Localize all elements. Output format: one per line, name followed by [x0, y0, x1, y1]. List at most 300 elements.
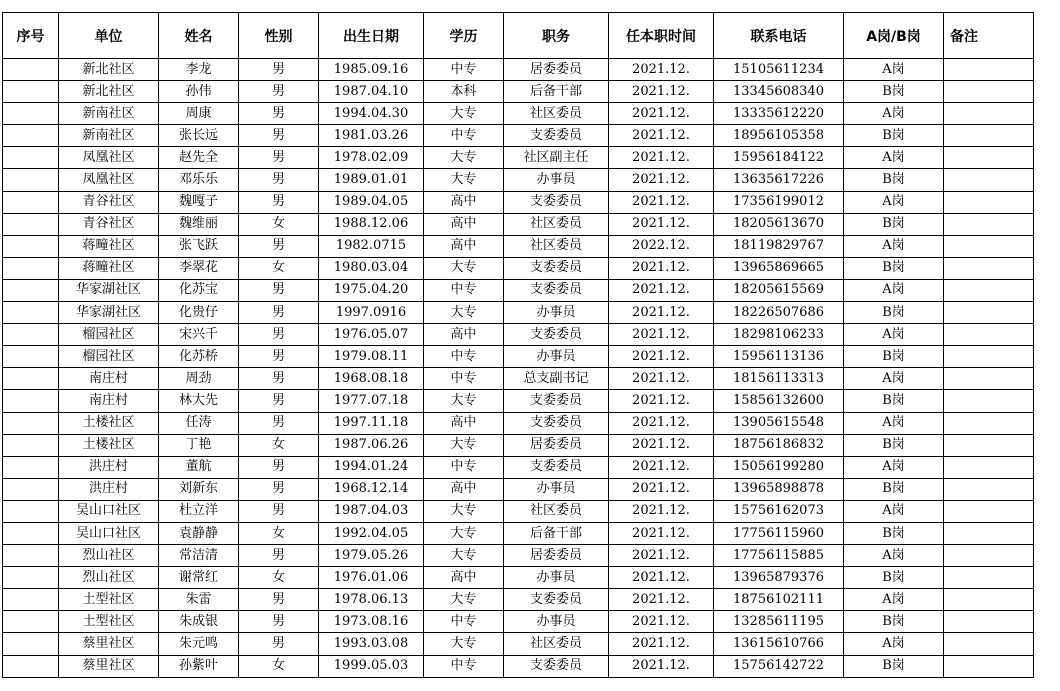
cell-index	[3, 213, 59, 235]
cell-phone: 17756115960	[714, 522, 844, 544]
cell-index	[3, 125, 59, 147]
table-row	[3, 324, 1034, 346]
col-header-gender: 性别	[239, 13, 319, 59]
cell-phone: 13615610766	[714, 633, 844, 655]
cell-name: 李翠花	[159, 257, 239, 279]
cell-education: 高中	[424, 567, 504, 589]
cell-tenure: 2021.12.	[609, 412, 714, 434]
cell-index	[3, 81, 59, 103]
cell-unit: 榴园社区	[59, 346, 159, 368]
cell-remarks	[944, 324, 1034, 346]
cell-unit: 蒋疃社区	[59, 235, 159, 257]
cell-index	[3, 103, 59, 125]
cell-remarks	[944, 478, 1034, 500]
cell-tenure: 2021.12.	[609, 633, 714, 655]
cell-education: 高中	[424, 412, 504, 434]
cell-phone: 15956184122	[714, 147, 844, 169]
cell-position: 总支副书记	[504, 368, 609, 390]
col-header-index: 序号	[3, 13, 59, 59]
cell-post-type: B岗	[844, 213, 944, 235]
cell-unit: 土型社区	[59, 611, 159, 633]
cell-phone: 15756142722	[714, 655, 844, 677]
cell-post-type: B岗	[844, 611, 944, 633]
cell-post-type: B岗	[844, 81, 944, 103]
cell-name: 袁静静	[159, 522, 239, 544]
cell-remarks	[944, 81, 1034, 103]
cell-education: 中专	[424, 59, 504, 81]
cell-post-type: B岗	[844, 169, 944, 191]
cell-education: 中专	[424, 611, 504, 633]
cell-tenure: 2021.12.	[609, 279, 714, 301]
cell-position: 社区委员	[504, 235, 609, 257]
cell-phone: 13635617226	[714, 169, 844, 191]
cell-remarks	[944, 346, 1034, 368]
table-row	[3, 545, 1034, 567]
cell-index	[3, 589, 59, 611]
cell-birthdate: 1987.04.10	[319, 81, 424, 103]
cell-tenure: 2021.12.	[609, 169, 714, 191]
col-header-name: 姓名	[159, 13, 239, 59]
cell-tenure: 2021.12.	[609, 456, 714, 478]
cell-gender: 男	[239, 633, 319, 655]
cell-gender: 男	[239, 125, 319, 147]
cell-name: 董航	[159, 456, 239, 478]
cell-unit: 吴山口社区	[59, 500, 159, 522]
cell-phone: 18205613670	[714, 213, 844, 235]
cell-position: 支委委员	[504, 324, 609, 346]
cell-birthdate: 1976.05.07	[319, 324, 424, 346]
cell-name: 任涛	[159, 412, 239, 434]
cell-tenure: 2021.12.	[609, 611, 714, 633]
cell-birthdate: 1975.04.20	[319, 279, 424, 301]
cell-index	[3, 655, 59, 677]
cell-education: 高中	[424, 213, 504, 235]
cell-education: 中专	[424, 655, 504, 677]
cell-birthdate: 1979.08.11	[319, 346, 424, 368]
cell-post-type: A岗	[844, 147, 944, 169]
cell-gender: 男	[239, 81, 319, 103]
table-row	[3, 611, 1034, 633]
cell-remarks	[944, 390, 1034, 412]
cell-unit: 南庄村	[59, 368, 159, 390]
table-body	[3, 59, 1034, 678]
cell-birthdate: 1994.01.24	[319, 456, 424, 478]
cell-birthdate: 1997.0916	[319, 302, 424, 324]
cell-birthdate: 1992.04.05	[319, 522, 424, 544]
cell-education: 高中	[424, 324, 504, 346]
cell-remarks	[944, 103, 1034, 125]
cell-index	[3, 147, 59, 169]
cell-birthdate: 1982.0715	[319, 235, 424, 257]
cell-phone: 15956113136	[714, 346, 844, 368]
cell-position: 居委委员	[504, 59, 609, 81]
cell-post-type: A岗	[844, 59, 944, 81]
col-header-position: 职务	[504, 13, 609, 59]
cell-post-type: B岗	[844, 346, 944, 368]
cell-tenure: 2021.12.	[609, 567, 714, 589]
cell-education: 大专	[424, 302, 504, 324]
cell-index	[3, 611, 59, 633]
cell-remarks	[944, 257, 1034, 279]
cell-birthdate: 1981.03.26	[319, 125, 424, 147]
cell-index	[3, 346, 59, 368]
cell-education: 大专	[424, 257, 504, 279]
cell-index	[3, 456, 59, 478]
cell-name: 魏维丽	[159, 213, 239, 235]
cell-education: 大专	[424, 147, 504, 169]
table-row	[3, 589, 1034, 611]
cell-education: 大专	[424, 633, 504, 655]
cell-unit: 新南社区	[59, 125, 159, 147]
cell-name: 周劲	[159, 368, 239, 390]
col-header-tenure: 任本职时间	[609, 13, 714, 59]
cell-position: 社区委员	[504, 103, 609, 125]
col-header-remarks: 备注	[944, 13, 1034, 59]
cell-gender: 女	[239, 213, 319, 235]
cell-gender: 男	[239, 103, 319, 125]
cell-gender: 男	[239, 456, 319, 478]
cell-post-type: A岗	[844, 324, 944, 346]
cell-birthdate: 1985.09.16	[319, 59, 424, 81]
col-header-unit: 单位	[59, 13, 159, 59]
cell-post-type: B岗	[844, 522, 944, 544]
cell-gender: 男	[239, 478, 319, 500]
cell-index	[3, 633, 59, 655]
cell-phone: 13905615548	[714, 412, 844, 434]
cell-education: 大专	[424, 589, 504, 611]
header-row	[3, 13, 1034, 59]
cell-birthdate: 1976.01.06	[319, 567, 424, 589]
staff-table-container	[2, 12, 1034, 678]
cell-name: 魏嘎子	[159, 191, 239, 213]
table-row	[3, 478, 1034, 500]
cell-unit: 华家湖社区	[59, 279, 159, 301]
cell-gender: 女	[239, 655, 319, 677]
cell-index	[3, 302, 59, 324]
cell-unit: 烈山社区	[59, 545, 159, 567]
cell-name: 宋兴千	[159, 324, 239, 346]
cell-position: 办事员	[504, 478, 609, 500]
cell-unit: 青谷社区	[59, 191, 159, 213]
cell-gender: 男	[239, 302, 319, 324]
cell-phone: 18298106233	[714, 324, 844, 346]
cell-index	[3, 324, 59, 346]
cell-gender: 男	[239, 390, 319, 412]
cell-tenure: 2021.12.	[609, 545, 714, 567]
cell-gender: 男	[239, 500, 319, 522]
cell-remarks	[944, 412, 1034, 434]
cell-gender: 男	[239, 545, 319, 567]
cell-position: 后备干部	[504, 522, 609, 544]
cell-post-type: A岗	[844, 412, 944, 434]
table-row	[3, 500, 1034, 522]
cell-birthdate: 1994.04.30	[319, 103, 424, 125]
cell-birthdate: 1968.12.14	[319, 478, 424, 500]
cell-birthdate: 1973.08.16	[319, 611, 424, 633]
cell-index	[3, 279, 59, 301]
cell-position: 办事员	[504, 169, 609, 191]
cell-tenure: 2021.12.	[609, 191, 714, 213]
staff-table	[2, 12, 1034, 678]
cell-tenure: 2021.12.	[609, 434, 714, 456]
cell-name: 周康	[159, 103, 239, 125]
table-row	[3, 257, 1034, 279]
cell-birthdate: 1987.04.03	[319, 500, 424, 522]
cell-remarks	[944, 633, 1034, 655]
col-header-education: 学历	[424, 13, 504, 59]
cell-tenure: 2021.12.	[609, 346, 714, 368]
cell-position: 社区副主任	[504, 147, 609, 169]
cell-gender: 女	[239, 522, 319, 544]
cell-tenure: 2021.12.	[609, 257, 714, 279]
cell-unit: 洪庄村	[59, 478, 159, 500]
cell-index	[3, 390, 59, 412]
cell-tenure: 2021.12.	[609, 213, 714, 235]
cell-phone: 18756102111	[714, 589, 844, 611]
cell-remarks	[944, 125, 1034, 147]
cell-position: 支委委员	[504, 257, 609, 279]
cell-birthdate: 1978.06.13	[319, 589, 424, 611]
cell-education: 中专	[424, 346, 504, 368]
table-row	[3, 103, 1034, 125]
cell-unit: 凤凰社区	[59, 169, 159, 191]
cell-unit: 土楼社区	[59, 434, 159, 456]
cell-gender: 男	[239, 368, 319, 390]
cell-tenure: 2021.12.	[609, 500, 714, 522]
cell-tenure: 2021.12.	[609, 59, 714, 81]
cell-position: 支委委员	[504, 589, 609, 611]
cell-tenure: 2021.12.	[609, 125, 714, 147]
cell-position: 支委委员	[504, 191, 609, 213]
cell-position: 办事员	[504, 567, 609, 589]
cell-remarks	[944, 589, 1034, 611]
table-row	[3, 390, 1034, 412]
cell-birthdate: 1968.08.18	[319, 368, 424, 390]
cell-index	[3, 368, 59, 390]
cell-tenure: 2022.12.	[609, 235, 714, 257]
cell-unit: 新南社区	[59, 103, 159, 125]
cell-education: 大专	[424, 500, 504, 522]
table-row	[3, 368, 1034, 390]
cell-unit: 土型社区	[59, 589, 159, 611]
col-header-birthdate: 出生日期	[319, 13, 424, 59]
cell-index	[3, 478, 59, 500]
cell-position: 支委委员	[504, 412, 609, 434]
cell-name: 刘新东	[159, 478, 239, 500]
cell-remarks	[944, 545, 1034, 567]
cell-education: 大专	[424, 390, 504, 412]
cell-education: 大专	[424, 522, 504, 544]
cell-remarks	[944, 434, 1034, 456]
cell-birthdate: 1987.06.26	[319, 434, 424, 456]
table-row	[3, 346, 1034, 368]
cell-remarks	[944, 368, 1034, 390]
table-row	[3, 456, 1034, 478]
table-row	[3, 522, 1034, 544]
cell-education: 中专	[424, 456, 504, 478]
table-row	[3, 147, 1034, 169]
cell-remarks	[944, 456, 1034, 478]
cell-unit: 烈山社区	[59, 567, 159, 589]
cell-birthdate: 1978.02.09	[319, 147, 424, 169]
cell-education: 大专	[424, 545, 504, 567]
cell-unit: 蔡里社区	[59, 655, 159, 677]
cell-phone: 18205615569	[714, 279, 844, 301]
cell-unit: 土楼社区	[59, 412, 159, 434]
cell-gender: 男	[239, 59, 319, 81]
cell-education: 本科	[424, 81, 504, 103]
cell-remarks	[944, 500, 1034, 522]
cell-phone: 17756115885	[714, 545, 844, 567]
cell-gender: 男	[239, 279, 319, 301]
cell-position: 支委委员	[504, 655, 609, 677]
cell-gender: 女	[239, 434, 319, 456]
cell-gender: 男	[239, 412, 319, 434]
cell-name: 朱雷	[159, 589, 239, 611]
cell-name: 谢常红	[159, 567, 239, 589]
cell-name: 林大先	[159, 390, 239, 412]
cell-tenure: 2021.12.	[609, 302, 714, 324]
cell-phone: 18756186832	[714, 434, 844, 456]
cell-unit: 新北社区	[59, 81, 159, 103]
cell-birthdate: 1979.05.26	[319, 545, 424, 567]
cell-birthdate: 1993.03.08	[319, 633, 424, 655]
cell-tenure: 2021.12.	[609, 81, 714, 103]
cell-post-type: A岗	[844, 633, 944, 655]
cell-remarks	[944, 302, 1034, 324]
cell-phone: 15756162073	[714, 500, 844, 522]
cell-phone: 18956105358	[714, 125, 844, 147]
cell-phone: 18226507686	[714, 302, 844, 324]
cell-tenure: 2021.12.	[609, 655, 714, 677]
cell-gender: 男	[239, 191, 319, 213]
cell-education: 中专	[424, 125, 504, 147]
cell-post-type: A岗	[844, 103, 944, 125]
cell-remarks	[944, 655, 1034, 677]
cell-index	[3, 567, 59, 589]
cell-gender: 男	[239, 589, 319, 611]
cell-post-type: A岗	[844, 368, 944, 390]
cell-position: 支委委员	[504, 125, 609, 147]
cell-remarks	[944, 279, 1034, 301]
cell-post-type: A岗	[844, 456, 944, 478]
cell-education: 大专	[424, 169, 504, 191]
cell-remarks	[944, 611, 1034, 633]
table-row	[3, 235, 1034, 257]
cell-birthdate: 1989.04.05	[319, 191, 424, 213]
cell-remarks	[944, 147, 1034, 169]
cell-name: 朱成银	[159, 611, 239, 633]
cell-tenure: 2021.12.	[609, 103, 714, 125]
cell-index	[3, 434, 59, 456]
table-row	[3, 169, 1034, 191]
cell-post-type: B岗	[844, 478, 944, 500]
cell-name: 朱元鸣	[159, 633, 239, 655]
cell-name: 邓乐乐	[159, 169, 239, 191]
cell-tenure: 2021.12.	[609, 324, 714, 346]
cell-education: 高中	[424, 191, 504, 213]
cell-post-type: A岗	[844, 191, 944, 213]
cell-position: 居委委员	[504, 545, 609, 567]
cell-gender: 男	[239, 346, 319, 368]
cell-gender: 男	[239, 235, 319, 257]
cell-phone: 18119829767	[714, 235, 844, 257]
cell-position: 后备干部	[504, 81, 609, 103]
cell-education: 大专	[424, 103, 504, 125]
cell-tenure: 2021.12.	[609, 478, 714, 500]
cell-post-type: B岗	[844, 390, 944, 412]
table-row	[3, 213, 1034, 235]
cell-phone: 13965898878	[714, 478, 844, 500]
cell-unit: 青谷社区	[59, 213, 159, 235]
table-row	[3, 302, 1034, 324]
cell-index	[3, 191, 59, 213]
cell-position: 办事员	[504, 346, 609, 368]
cell-unit: 华家湖社区	[59, 302, 159, 324]
cell-index	[3, 235, 59, 257]
cell-education: 高中	[424, 235, 504, 257]
cell-name: 常洁清	[159, 545, 239, 567]
table-row	[3, 434, 1034, 456]
cell-phone: 13345608340	[714, 81, 844, 103]
cell-name: 李龙	[159, 59, 239, 81]
table-row	[3, 633, 1034, 655]
cell-education: 大专	[424, 434, 504, 456]
cell-remarks	[944, 59, 1034, 81]
table-row	[3, 279, 1034, 301]
cell-phone: 17356199012	[714, 191, 844, 213]
cell-phone: 13335612220	[714, 103, 844, 125]
cell-phone: 13965869665	[714, 257, 844, 279]
cell-name: 赵先全	[159, 147, 239, 169]
cell-name: 丁艳	[159, 434, 239, 456]
cell-birthdate: 1977.07.18	[319, 390, 424, 412]
cell-remarks	[944, 191, 1034, 213]
cell-tenure: 2021.12.	[609, 589, 714, 611]
cell-phone: 18156113313	[714, 368, 844, 390]
cell-remarks	[944, 522, 1034, 544]
cell-birthdate: 1988.12.06	[319, 213, 424, 235]
cell-position: 支委委员	[504, 390, 609, 412]
cell-post-type: B岗	[844, 125, 944, 147]
cell-index	[3, 59, 59, 81]
cell-index	[3, 169, 59, 191]
cell-position: 社区委员	[504, 633, 609, 655]
cell-post-type: B岗	[844, 257, 944, 279]
table-header	[3, 13, 1034, 59]
cell-unit: 蒋疃社区	[59, 257, 159, 279]
cell-remarks	[944, 213, 1034, 235]
cell-post-type: A岗	[844, 235, 944, 257]
cell-post-type: A岗	[844, 545, 944, 567]
cell-position: 支委委员	[504, 279, 609, 301]
cell-name: 孙伟	[159, 81, 239, 103]
cell-position: 支委委员	[504, 456, 609, 478]
cell-index	[3, 257, 59, 279]
cell-name: 杜立洋	[159, 500, 239, 522]
cell-post-type: B岗	[844, 567, 944, 589]
cell-gender: 女	[239, 567, 319, 589]
cell-name: 化苏宝	[159, 279, 239, 301]
table-row	[3, 655, 1034, 677]
cell-position: 居委委员	[504, 434, 609, 456]
cell-phone: 13285611195	[714, 611, 844, 633]
cell-index	[3, 545, 59, 567]
cell-post-type: A岗	[844, 279, 944, 301]
cell-post-type: B岗	[844, 434, 944, 456]
cell-post-type: A岗	[844, 589, 944, 611]
cell-index	[3, 500, 59, 522]
